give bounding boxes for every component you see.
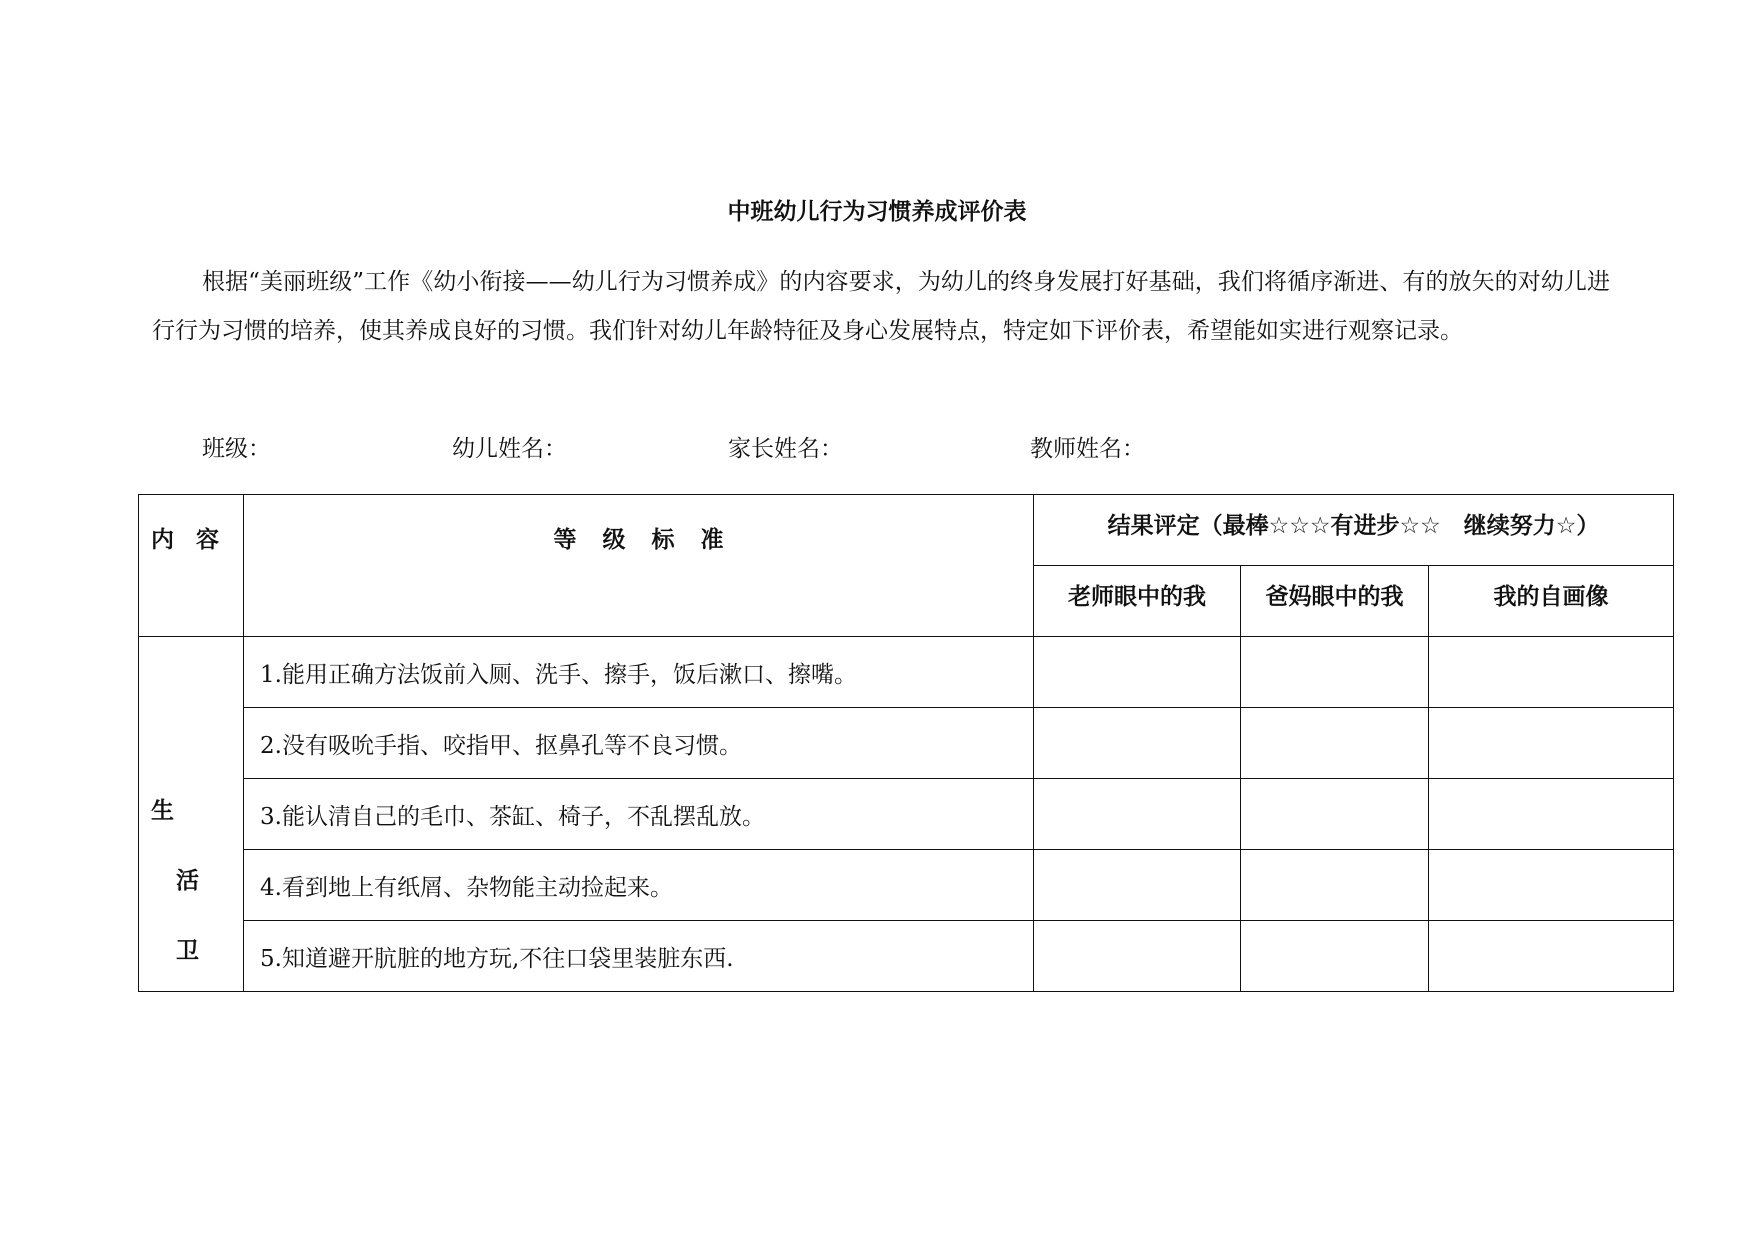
teacher-rating-cell[interactable] [1034, 779, 1241, 850]
table-header-row [139, 495, 1674, 566]
category-char: 生 [151, 798, 174, 824]
teacher-rating-cell[interactable] [1034, 637, 1241, 708]
criteria-item: 1.能用正确方法饭前入厕、洗手、擦手，饭后漱口、擦嘴。 [244, 637, 1034, 708]
table-row [139, 779, 1674, 850]
parent-rating-cell[interactable] [1241, 779, 1429, 850]
table-row [139, 637, 1674, 708]
criteria-item: 2.没有吸吮手指、咬指甲、抠鼻孔等不良习惯。 [244, 708, 1034, 779]
teacher-name-label: 教师姓名： [1030, 436, 1145, 462]
self-rating-cell[interactable] [1429, 921, 1674, 992]
criteria-item: 3.能认清自己的毛巾、茶缸、椅子，不乱摆乱放。 [244, 779, 1034, 850]
self-rating-cell[interactable] [1429, 637, 1674, 708]
intro-paragraph: 根据“美丽班级”工作《幼小衔接——幼儿行为习惯养成》的内容要求，为幼儿的终身发展打好基础，我们将循序渐进、有的放矢的对幼儿进行行为习惯的培养，使其养成良好的习惯。我们针对幼儿年龄特征及身心发展特点，特定如下评价表，希望能如实进行观察记录。 [152, 269, 1610, 344]
subheader-self: 我的自画像 [1429, 566, 1674, 637]
header-standard: 等级标准 [244, 495, 1034, 637]
table-row [139, 708, 1674, 779]
parent-rating-cell[interactable] [1241, 708, 1429, 779]
parent-rating-cell[interactable] [1241, 921, 1429, 992]
parent-rating-cell[interactable] [1241, 850, 1429, 921]
parent-name-label: 家长姓名： [728, 436, 843, 462]
table-row [139, 921, 1674, 992]
self-rating-cell[interactable] [1429, 850, 1674, 921]
child-name-label: 幼儿姓名： [452, 436, 567, 462]
category-char: 活 [176, 868, 199, 894]
evaluation-table [138, 494, 1674, 992]
subheader-parents: 爸妈眼中的我 [1241, 566, 1429, 637]
header-content: 内容 [139, 495, 244, 637]
teacher-rating-cell[interactable] [1034, 850, 1241, 921]
page-title: 中班幼儿行为习惯养成评价表 [727, 199, 1027, 225]
class-label: 班级： [202, 436, 271, 462]
teacher-rating-cell[interactable] [1034, 921, 1241, 992]
header-result: 结果评定（最棒☆☆☆有进步☆☆ 继续努力☆） [1034, 495, 1674, 566]
table-row [139, 850, 1674, 921]
teacher-rating-cell[interactable] [1034, 708, 1241, 779]
criteria-item: 5.知道避开肮脏的地方玩,不往口袋里装脏东西. [244, 921, 1034, 992]
parent-rating-cell[interactable] [1241, 637, 1429, 708]
self-rating-cell[interactable] [1429, 708, 1674, 779]
self-rating-cell[interactable] [1429, 779, 1674, 850]
criteria-item: 4.看到地上有纸屑、杂物能主动捡起来。 [244, 850, 1034, 921]
category-char: 卫 [176, 938, 199, 964]
category-cell [139, 637, 244, 992]
subheader-teacher: 老师眼中的我 [1034, 566, 1241, 637]
